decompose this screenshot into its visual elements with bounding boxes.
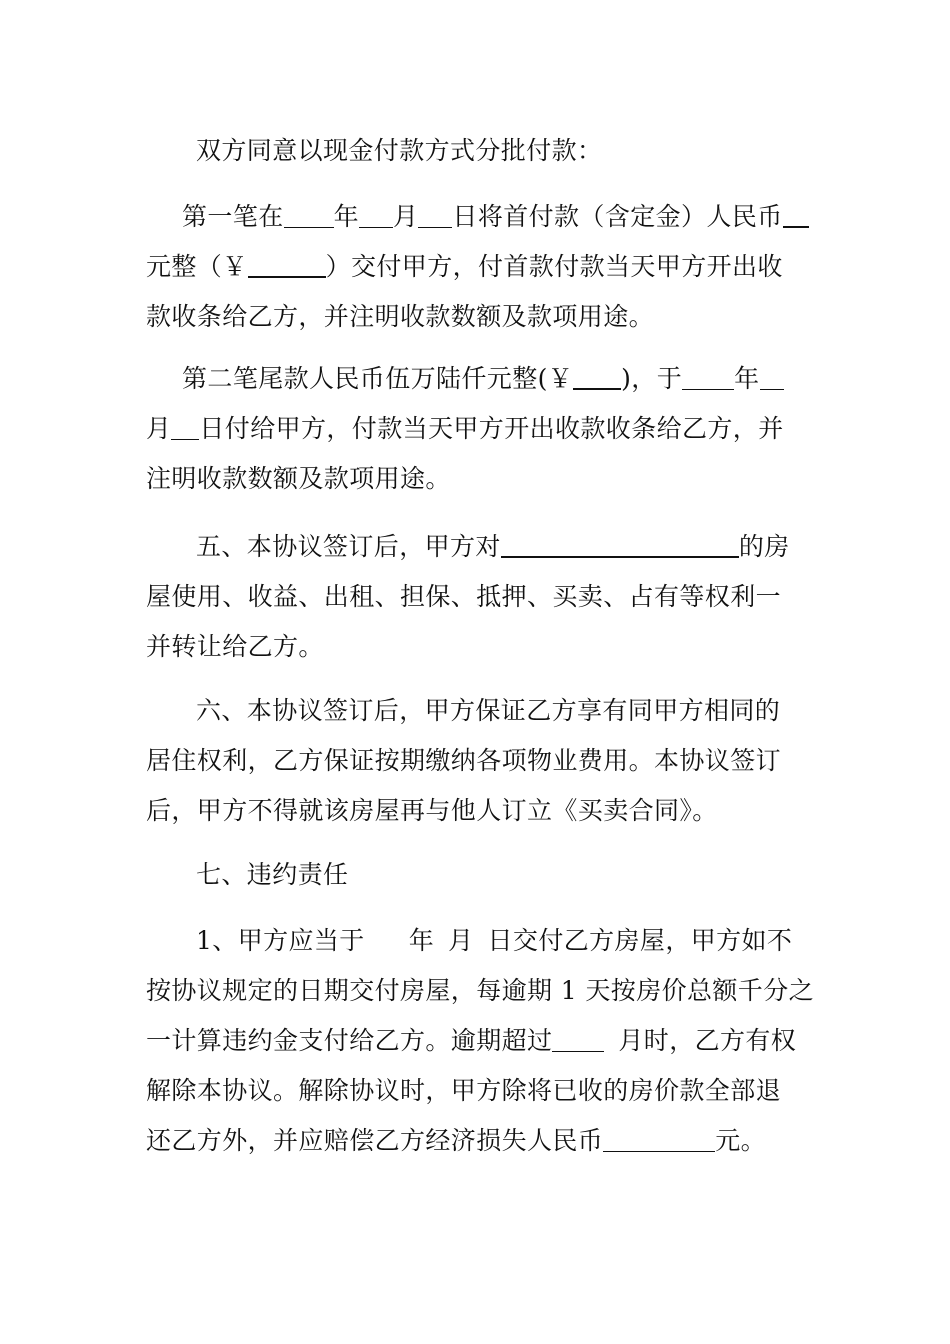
text-segment: )，于 [621, 364, 683, 393]
paragraph-payment-method [146, 126, 810, 176]
text-segment: 双方同意以现金付款方式分批付款： [196, 136, 603, 165]
text-segment: 1、甲方应当于 [196, 926, 365, 955]
text-line [146, 522, 810, 572]
blank-field-months [552, 1021, 604, 1052]
text-line [146, 354, 810, 404]
blank-field-amount-figure [248, 246, 326, 278]
text-line [146, 686, 810, 736]
text-segment: 月时，乙方有权 [618, 1026, 797, 1055]
text-line [146, 966, 815, 1016]
text-line [146, 1016, 810, 1066]
text-segment: 日将首付款（含定金）人民币 [452, 202, 783, 231]
text-segment: 解除本协议。解除协议时，甲方除将已收的房价款全部退 [146, 1076, 782, 1105]
text-segment: 元。 [715, 1126, 767, 1155]
text-segment: 月 [393, 202, 419, 231]
paragraph-breach-item-one [146, 916, 815, 1166]
text-segment: 日交付乙方房屋，甲方如不 [487, 926, 793, 955]
text-segment: ）交付甲方，付首款付款当天甲方开出收 [325, 252, 783, 281]
text-segment: 屋使用、收益、出租、担保、抵押、买卖、占有等权利一 [146, 582, 782, 611]
text-segment: 第二笔尾款人民币伍万陆仟元整(￥ [182, 364, 574, 393]
paragraph-clause-five [146, 522, 810, 672]
text-segment: 并转让给乙方。 [146, 632, 324, 661]
text-line [146, 292, 810, 342]
text-line [146, 242, 810, 292]
text-segment: 日付给甲方，付款当天甲方开出收款收条给乙方，并 [199, 414, 784, 443]
blank-field-day [418, 197, 452, 228]
heading-breach-liability [146, 850, 810, 900]
text-line [146, 126, 810, 176]
text-line [146, 1066, 810, 1116]
text-segment: 第一笔在 [182, 202, 284, 231]
text-segment: 按协议规定的日期交付房屋，每逾期 1 天按房价总额千分之 [146, 976, 815, 1005]
text-segment: 后，甲方不得就该房屋再与他人订立《买卖合同》。 [146, 796, 718, 825]
text-segment: 的房 [738, 532, 790, 561]
blank-field-property [501, 526, 739, 558]
text-line [146, 622, 810, 672]
text-segment: 年 [333, 202, 360, 231]
text-segment: 一计算违约金支付给乙方。逾期超过 [146, 1026, 553, 1055]
text-segment: 七、违约责任 [196, 860, 349, 889]
text-line [146, 736, 810, 786]
text-segment: 年 [734, 364, 760, 393]
paragraph-clause-six [146, 686, 810, 836]
text-segment: 款收条给乙方，并注明收款数额及款项用途。 [146, 302, 655, 331]
text-segment: 元整（￥ [146, 252, 248, 281]
text-segment: 年 [408, 926, 435, 955]
blank-field-year [284, 197, 334, 228]
text-line [146, 786, 810, 836]
paragraph-second-payment [146, 354, 810, 504]
blank-field-compensation [603, 1121, 715, 1152]
paragraph-first-payment [146, 192, 810, 342]
text-line [146, 454, 810, 504]
blank-field-amount [783, 196, 809, 228]
text-segment: 五、本协议签订后，甲方对 [196, 532, 501, 561]
blank-field-month [760, 359, 784, 390]
text-line [146, 1116, 810, 1166]
text-line [146, 404, 810, 454]
text-line [146, 572, 810, 622]
blank-field-month [359, 197, 393, 228]
text-segment: 月 [146, 414, 172, 443]
text-line [146, 192, 810, 242]
text-segment: 居住权利，乙方保证按期缴纳各项物业费用。本协议签订 [146, 746, 782, 775]
blank-field-amount-figure [573, 358, 621, 390]
text-line [146, 850, 810, 900]
blank-field-day [171, 409, 199, 440]
text-segment: 注明收款数额及款项用途。 [146, 464, 451, 493]
blank-field-year [682, 359, 734, 390]
text-segment: 六、本协议签订后，甲方保证乙方享有同甲方相同的 [196, 696, 781, 725]
text-segment: 月 [448, 926, 474, 955]
text-line [146, 916, 810, 966]
text-segment: 还乙方外，并应赔偿乙方经济损失人民币 [146, 1126, 604, 1155]
